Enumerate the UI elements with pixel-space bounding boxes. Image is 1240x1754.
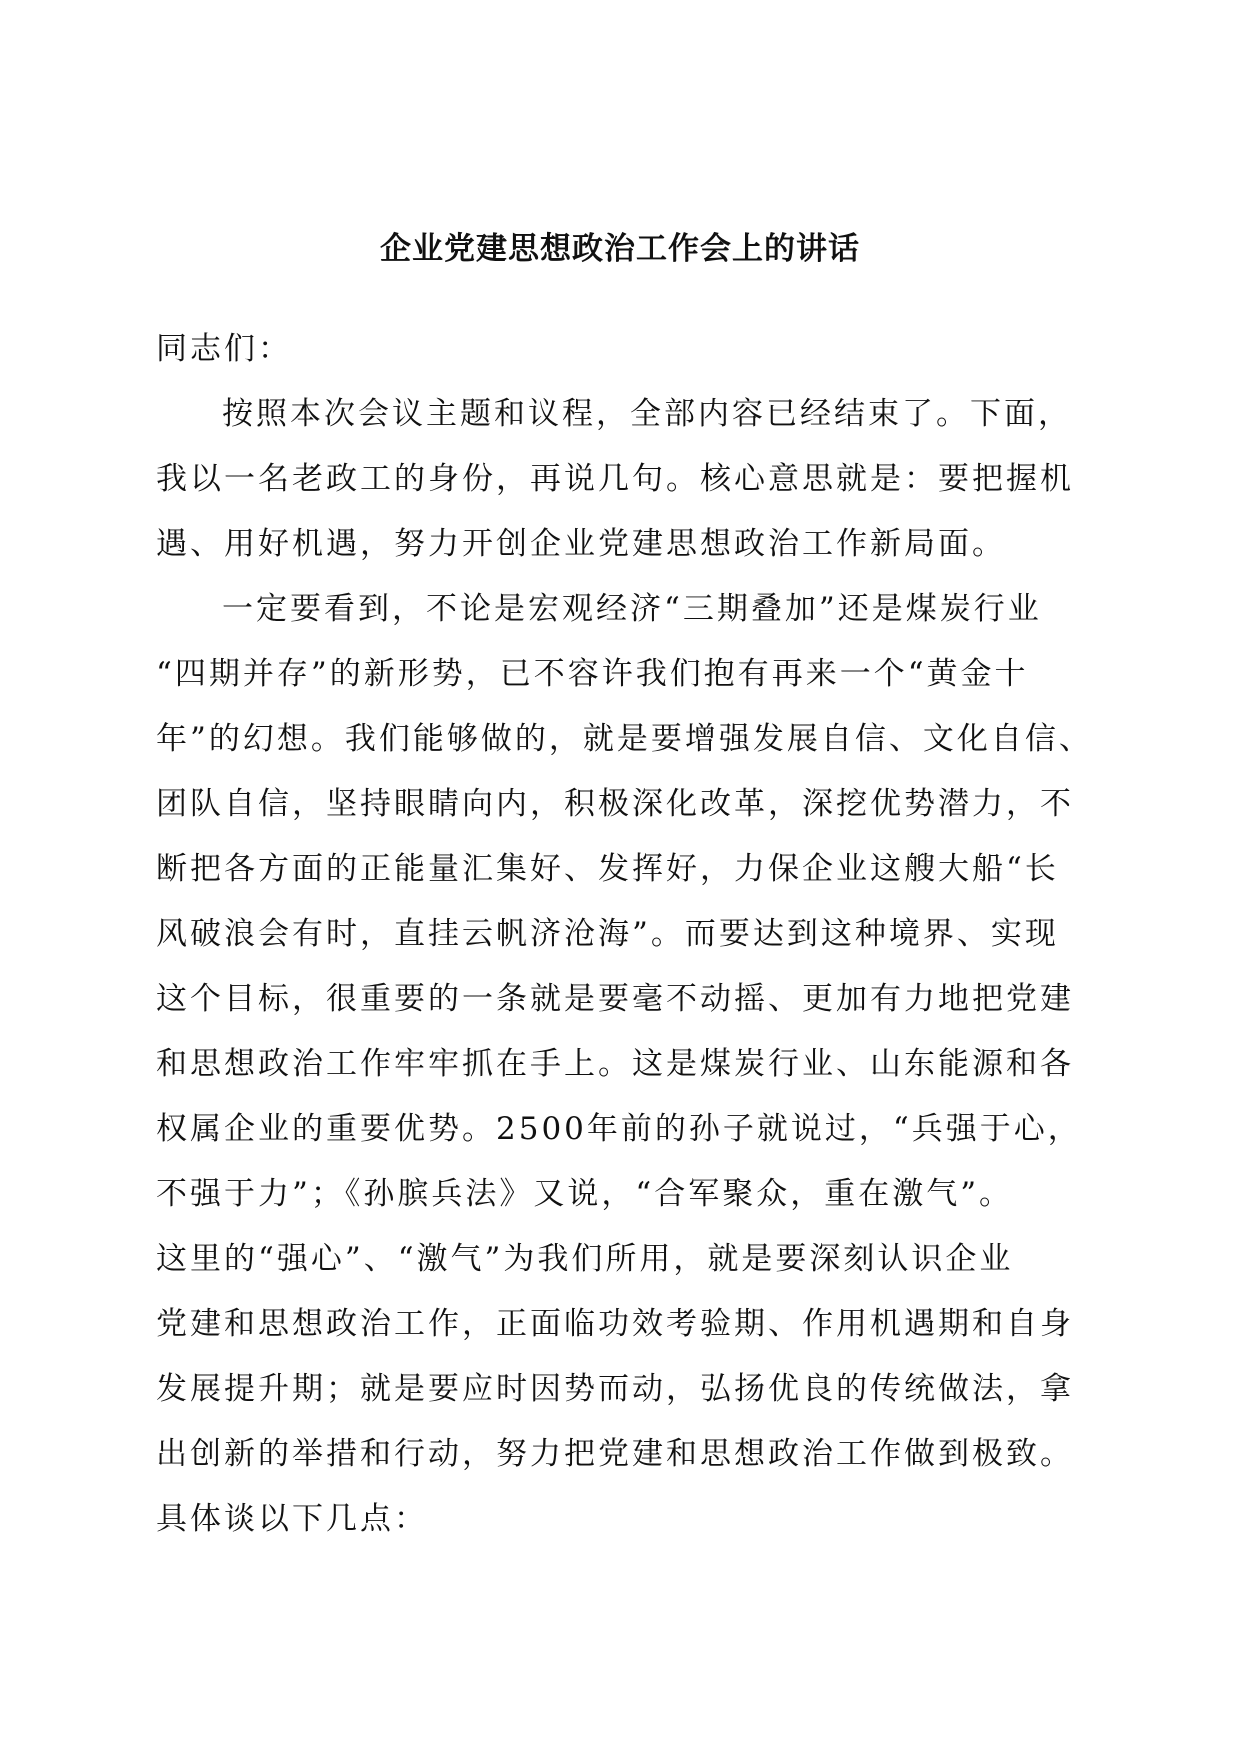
paragraph-line: 断把各方面的正能量汇集好、发挥好，力保企业这艘大船“长 <box>156 851 1059 887</box>
paragraph-line: 按照本次会议主题和议程，全部内容已经结束了。下面， <box>222 396 1072 432</box>
paragraph-line: 这里的“强心”、“激气”为我们所用，就是要深刻认识企业 <box>156 1241 1014 1277</box>
paragraph-line: 不强于力”；《孙膑兵法》又说，“合军聚众，重在激气”。 <box>156 1176 1014 1212</box>
paragraph-line: 出创新的举措和行动，努力把党建和思想政治工作做到极致。 <box>156 1436 1074 1472</box>
paragraph-line: 党建和思想政治工作，正面临功效考验期、作用机遇期和自身 <box>156 1306 1074 1342</box>
paragraph-line: 这个目标，很重要的一条就是要毫不动摇、更加有力地把党建 <box>156 981 1074 1017</box>
paragraph-line: 团队自信，坚持眼睛向内，积极深化改革，深挖优势潜力，不 <box>156 786 1074 822</box>
paragraph-line: 风破浪会有时，直挂云帆济沧海”。而要达到这种境界、实现 <box>156 916 1059 952</box>
paragraph-line: 权属企业的重要优势。2500年前的孙子就说过，“兵强于心， <box>156 1111 1082 1147</box>
paragraph-line: 一定要看到，不论是宏观经济“三期叠加”还是煤炭行业 <box>222 591 1042 627</box>
paragraph-line: 和思想政治工作牢牢抓在手上。这是煤炭行业、山东能源和各 <box>156 1046 1074 1082</box>
paragraph-line: 遇、用好机遇，努力开创企业党建思想政治工作新局面。 <box>156 526 1006 562</box>
paragraph-line: 发展提升期；就是要应时因势而动，弘扬优良的传统做法，拿 <box>156 1371 1074 1407</box>
paragraph-line: “四期并存”的新形势，已不容许我们抱有再来一个“黄金十 <box>156 656 1029 692</box>
paragraph-line: 我以一名老政工的身份，再说几句。核心意思就是：要把握机 <box>156 461 1074 497</box>
paragraph-line: 年”的幻想。我们能够做的，就是要增强发展自信、文化自信、 <box>156 721 1093 757</box>
greeting: 同志们： <box>156 331 292 367</box>
paragraph-line: 具体谈以下几点： <box>156 1501 428 1537</box>
document-title: 企业党建思想政治工作会上的讲话 <box>380 231 860 267</box>
